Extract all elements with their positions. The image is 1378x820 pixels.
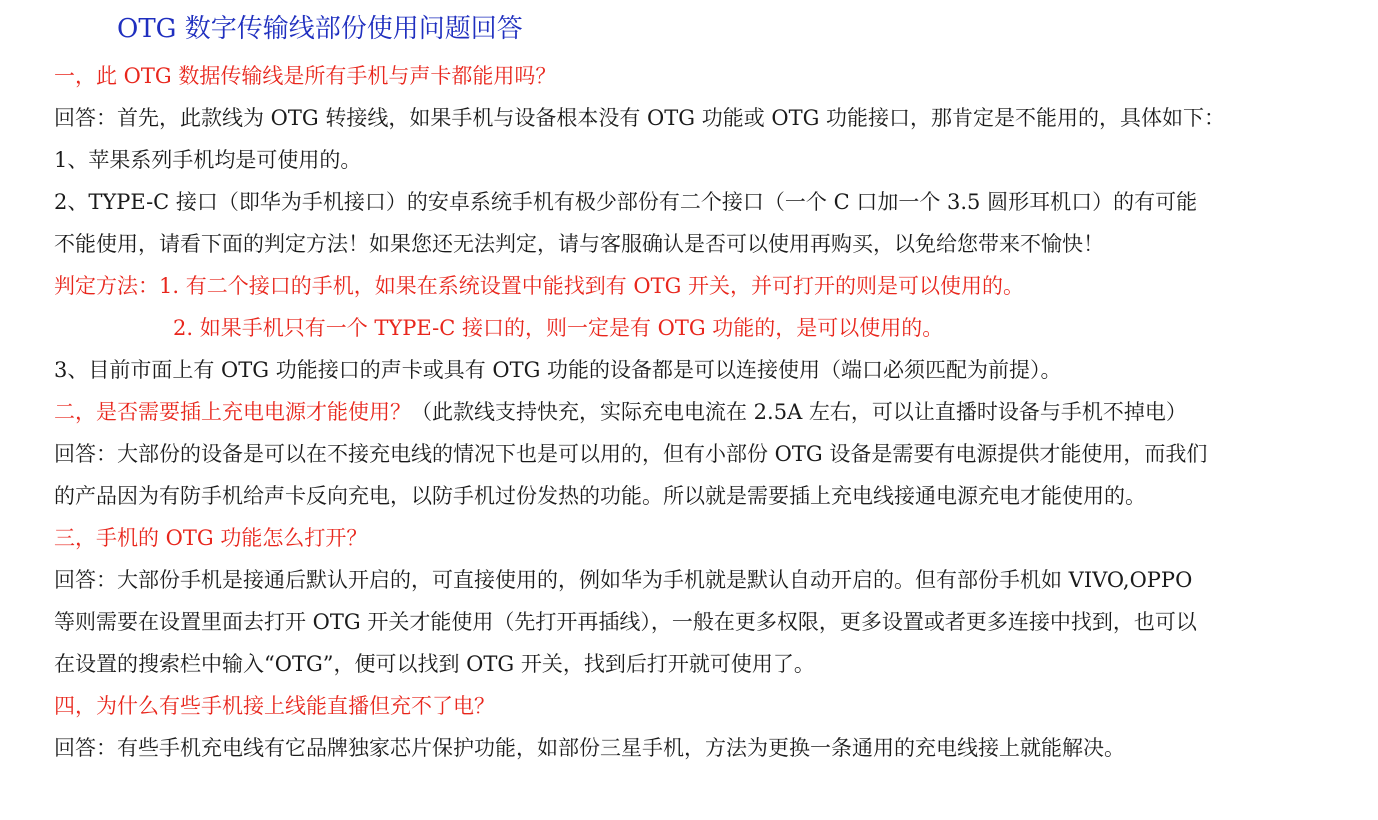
page-title: OTG 数字传输线部份使用问题回答: [117, 14, 523, 44]
answer-text: 不能使用，请看下面的判定方法！如果您还无法判定，请与客服确认是否可以使用再购买，以免给您带来不愉快！: [54, 232, 1104, 256]
text-line: [54, 643, 1364, 685]
answer-text: 2、TYPE-C 接口（即华为手机接口）的安卓系统手机有极少部份有二个接口（一个 C 口加一个 3.5 圆形耳机口）的有可能: [54, 190, 1198, 214]
text-line: [54, 517, 1364, 559]
text-line: [54, 727, 1364, 769]
text-line: [54, 181, 1364, 223]
text-line: [54, 601, 1364, 643]
text-line: [54, 307, 1364, 349]
text-line: [54, 139, 1364, 181]
question-text: 四，为什么有些手机接上线能直播但充不了电？: [54, 694, 495, 718]
answer-text: （此款线支持快充，实际充电电流在 2.5A 左右，可以让直播时设备与手机不掉电）: [411, 400, 1187, 424]
text-line: [54, 685, 1364, 727]
question-text: 三，手机的 OTG 功能怎么打开？: [54, 526, 368, 550]
answer-text: 1、苹果系列手机均是可使用的。: [54, 148, 362, 172]
question-text: 一，此 OTG 数据传输线是所有手机与声卡都能用吗？: [54, 64, 557, 88]
answer-text: 回答：大部份的设备是可以在不接充电线的情况下也是可以用的，但有小部份 OTG 设备是需要有电源提供才能使用，而我们: [54, 442, 1208, 466]
text-line: [54, 265, 1364, 307]
answer-text: 回答：首先，此款线为 OTG 转接线，如果手机与设备根本没有 OTG 功能或 OTG 功能接口，那肯定是不能用的，具体如下：: [54, 106, 1226, 130]
question-text: 判定方法：1. 有二个接口的手机，如果在系统设置中能找到有 OTG 开关，并可打开的则是可以使用的。: [54, 274, 1025, 298]
answer-text: 等则需要在设置里面去打开 OTG 开关才能使用（先打开再插线），一般在更多权限，更多设置或者更多连接中找到，也可以: [54, 610, 1197, 634]
text-line: [54, 349, 1364, 391]
text-line: [54, 97, 1364, 139]
answer-text: 的产品因为有防手机给声卡反向充电，以防手机过份发热的功能。所以就是需要插上充电线接通电源充电才能使用的。: [54, 484, 1146, 508]
text-line: [54, 55, 1364, 97]
answer-text: 3、目前市面上有 OTG 功能接口的声卡或具有 OTG 功能的设备都是可以连接使用（端口必须匹配为前提）。: [54, 358, 1062, 382]
question-text: 二，是否需要插上充电电源才能使用？: [54, 400, 411, 424]
text-line: [54, 391, 1364, 433]
text-line: [54, 559, 1364, 601]
text-line: [54, 223, 1364, 265]
text-line: [54, 475, 1364, 517]
answer-text: 回答：有些手机充电线有它品牌独家芯片保护功能，如部份三星手机，方法为更换一条通用的充电线接上就能解决。: [54, 736, 1125, 760]
answer-text: 回答：大部份手机是接通后默认开启的，可直接使用的，例如华为手机就是默认自动开启的。但有部份手机如 VIVO,OPPO: [54, 568, 1193, 592]
question-text: 2. 如果手机只有一个 TYPE-C 接口的，则一定是有 OTG 功能的，是可以使用的。: [173, 316, 944, 340]
faq-body: [54, 55, 1364, 769]
answer-text: 在设置的搜索栏中输入“OTG”，便可以找到 OTG 开关，找到后打开就可使用了。: [54, 652, 815, 676]
text-line: [54, 433, 1364, 475]
